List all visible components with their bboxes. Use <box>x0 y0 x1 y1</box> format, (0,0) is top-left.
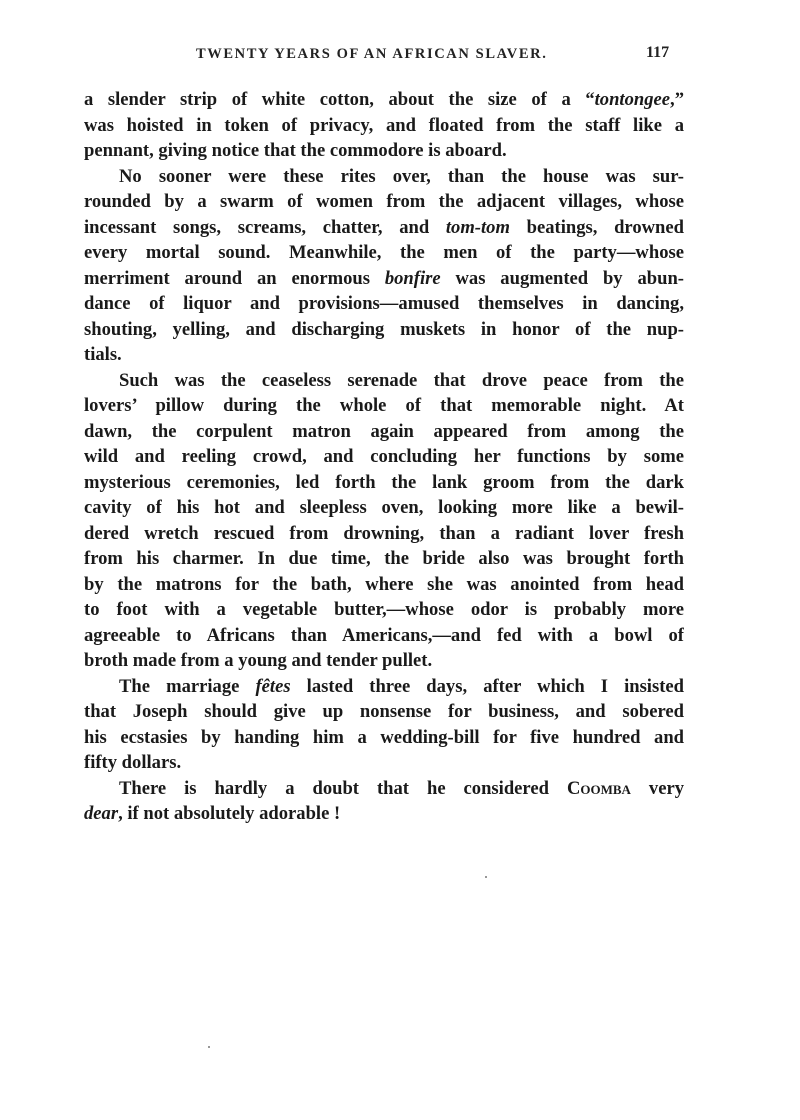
text-line: mysterious ceremonies, led forth the lank groom from the dark <box>84 471 684 493</box>
text-line: every mortal sound. Meanwhile, the men of the party—whose <box>84 242 684 263</box>
text-line: lovers’ pillow during the whole of that memorable night. At <box>84 395 684 416</box>
text-line: No sooner were these rites over, than the house was sur- <box>119 165 684 187</box>
page-number: 117 <box>646 44 670 61</box>
text-line: fifty dollars. <box>84 752 182 773</box>
text-line: tials. <box>84 344 122 365</box>
text-line: broth made from a young and tender pullet. <box>84 650 433 671</box>
text-line: his ecstasies by handing him a wedding-bill for five hundred and <box>84 726 684 748</box>
text-line: dered wretch rescued from drowning, than a radiant lover fresh <box>84 522 684 544</box>
text-line: was hoisted in token of privacy, and floated from the staff like a <box>84 114 684 136</box>
text-line: by the matrons for the bath, where she was anointed from head <box>84 573 684 595</box>
print-speck <box>208 1046 210 1048</box>
text-line: The marriage fêtes lasted three days, after which I insisted <box>119 675 684 697</box>
body-text <box>84 87 684 827</box>
text-line: cavity of his hot and sleepless oven, looking more like a bewil- <box>84 497 684 518</box>
text-line: rounded by a swarm of women from the adjacent villages, whose <box>84 191 684 212</box>
text-line: that Joseph should give up nonsense for business, and sobered <box>84 701 684 722</box>
print-speck <box>485 876 487 878</box>
text-line: dawn, the corpulent matron again appeared from among the <box>84 420 684 442</box>
text-line: from his charmer. In due time, the bride also was brought forth <box>84 548 684 569</box>
text-line: dance of liquor and provisions—amused themselves in dancing, <box>84 293 684 314</box>
text-line: Such was the ceaseless serenade that drove peace from the <box>119 369 684 391</box>
text-line: a slender strip of white cotton, about the size of a “tontongee,” <box>84 89 684 110</box>
text-line: merriment around an enormous bonfire was augmented by abun- <box>84 267 684 289</box>
text-line: dear, if not absolutely adorable ! <box>84 803 341 824</box>
text-line: incessant songs, screams, chatter, and tom-tom beatings, drowned <box>84 216 684 238</box>
text-line: agreeable to Africans than Americans,—and fed with a bowl of <box>84 624 684 646</box>
text-line: shouting, yelling, and discharging muskets in honor of the nup- <box>84 318 684 340</box>
running-head: TWENTY YEARS OF AN AFRICAN SLAVER. <box>196 46 548 62</box>
text-line: pennant, giving notice that the commodore is aboard. <box>84 140 507 161</box>
text-line: There is hardly a doubt that he considered Coomba very <box>119 777 684 799</box>
text-line: to foot with a vegetable butter,—whose odor is probably more <box>84 599 684 620</box>
text-line: wild and reeling crowd, and concluding her functions by some <box>84 446 684 467</box>
